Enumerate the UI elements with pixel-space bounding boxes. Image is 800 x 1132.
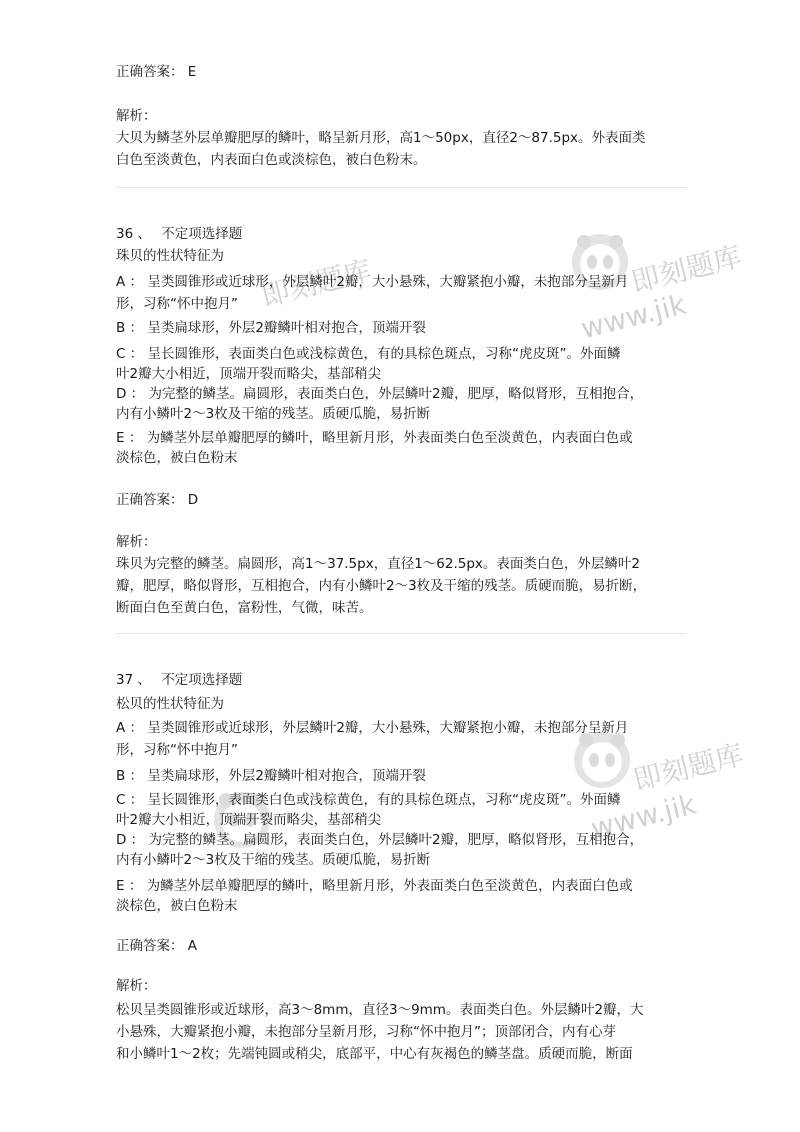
q35-analysis-label: 解析： bbox=[116, 108, 157, 124]
q36-analysis-label: 解析： bbox=[116, 534, 157, 550]
option-a-cont: 形，习称“怀中抱月” bbox=[116, 742, 238, 758]
answer-label: 正确答案： bbox=[116, 492, 184, 508]
q37-analysis-label: 解析： bbox=[116, 978, 157, 994]
option-d[interactable]: D ： 为完整的鳞茎。扁圆形，表面类白色，外层鳞叶2瓣，肥厚，略似肾形，互相抱合， bbox=[116, 832, 644, 848]
question-number: 36 、 bbox=[116, 226, 151, 242]
option-c[interactable]: C ： 呈长圆锥形，表面类白色或浅棕黄色，有的具棕色斑点，习称“虎皮斑”。外面鳞 bbox=[116, 346, 621, 362]
option-c-cont: 叶2瓣大小相近，顶端开裂而略尖，基部稍尖 bbox=[116, 812, 382, 828]
answer-value: D bbox=[187, 492, 199, 508]
option-d-cont: 内有小鳞叶2～3枚及干缩的残茎。质硬瓜脆，易折断 bbox=[116, 406, 431, 422]
q37-analysis-line: 和小鳞叶1～2枚；先端钝圆或稍尖，底部平，中心有灰褐色的鳞茎盘。质硬而脆，断面 bbox=[116, 1046, 633, 1062]
answer-value: E bbox=[187, 64, 197, 80]
watermark-brand: 即刻题库 bbox=[258, 253, 375, 314]
answer-label: 正确答案： bbox=[116, 64, 184, 80]
option-e[interactable]: E ： 为鳞茎外层单瓣肥厚的鳞叶，略里新月形，外表面类白色至淡黄色，内表面白色或 bbox=[116, 430, 633, 446]
option-d-cont: 内有小鳞叶2～3枚及干缩的残茎。质硬瓜脆，易折断 bbox=[116, 852, 431, 868]
watermark-brand: 即刻题库 bbox=[628, 239, 745, 300]
q35-analysis-line: 白色至淡黄色，内表面白色或淡棕色，被白色粉末。 bbox=[116, 152, 427, 168]
question-number: 37 、 bbox=[116, 672, 151, 688]
option-e-cont: 淡棕色，被白色粉末 bbox=[116, 450, 238, 466]
divider bbox=[116, 633, 686, 634]
question-type: 不定项选择题 bbox=[161, 672, 243, 688]
q37-analysis-line: 小悬殊，大瓣紧抱小瓣，未抱部分呈新月形，习称“怀中抱月”；顶部闭合，内有心芽 bbox=[116, 1024, 616, 1040]
q35-answer bbox=[116, 62, 688, 82]
answer-value: A bbox=[187, 938, 198, 954]
q36-analysis-line: 断面白色至黄白色，富粉性，气微，味苦。 bbox=[116, 600, 373, 616]
option-a-cont: 形，习称“怀中抱月” bbox=[116, 296, 238, 312]
watermark-url: www.jik bbox=[587, 787, 700, 846]
option-b[interactable]: B ： 呈类扁球形，外层2瓣鳞叶相对抱合，顶端开裂 bbox=[116, 768, 426, 784]
question-stem: 珠贝的性状特征为 bbox=[116, 248, 224, 264]
answer-label: 正确答案： bbox=[116, 938, 184, 954]
option-e-cont: 淡棕色，被白色粉末 bbox=[116, 898, 238, 914]
divider bbox=[116, 187, 686, 188]
question-stem: 松贝的性状特征为 bbox=[116, 696, 224, 712]
q35-analysis-line: 大贝为鳞茎外层单瓣肥厚的鳞叶，略呈新月形，高1～50px，直径2～87.5px。外表面类 bbox=[116, 130, 646, 146]
watermark-brand: 即刻题库 bbox=[630, 737, 747, 798]
q37-analysis-line: 松贝呈类圆锥形或近球形，高3～8mm，直径3～9mm。表面类白色。外层鳞叶2瓣，大 bbox=[116, 1002, 644, 1018]
option-b[interactable]: B ： 呈类扁球形，外层2瓣鳞叶相对抱合，顶端开裂 bbox=[116, 320, 426, 336]
watermark-url: www.jik bbox=[577, 287, 690, 346]
q36-answer bbox=[116, 490, 688, 510]
option-c-cont: 叶2瓣大小相近，顶端开裂而略尖，基部稍尖 bbox=[116, 366, 382, 382]
q37-answer bbox=[116, 936, 688, 956]
q36-analysis-line: 瓣，肥厚，略似肾形，互相抱合，内有小鳞叶2～3枚及干缩的残茎。质硬而脆，易折断， bbox=[116, 578, 647, 594]
q36-analysis-line: 珠贝为完整的鳞茎。扁圆形，高1～37.5px，直径1～62.5px。表面类白色，外层鳞叶2 bbox=[116, 556, 641, 572]
option-d[interactable]: D ： 为完整的鳞茎。扁圆形，表面类白色，外层鳞叶2瓣，肥厚，略似肾形，互相抱合， bbox=[116, 386, 644, 402]
question-type: 不定项选择题 bbox=[161, 226, 243, 242]
q36-header bbox=[116, 224, 688, 244]
q37-header bbox=[116, 670, 688, 690]
option-a[interactable]: A ： 呈类圆锥形或近球形，外层鳞叶2瓣，大小悬殊，大瓣紧抱小瓣，未抱部分呈新月 bbox=[116, 274, 629, 290]
option-e[interactable]: E ： 为鳞茎外层单瓣肥厚的鳞叶，略里新月形，外表面类白色至淡黄色，内表面白色或 bbox=[116, 878, 633, 894]
option-c[interactable]: C ： 呈长圆锥形，表面类白色或浅棕黄色，有的具棕色斑点，习称“虎皮斑”。外面鳞 bbox=[116, 792, 621, 808]
option-a[interactable]: A ： 呈类圆锥形或近球形，外层鳞叶2瓣，大小悬殊，大瓣紧抱小瓣，未抱部分呈新月 bbox=[116, 720, 629, 736]
